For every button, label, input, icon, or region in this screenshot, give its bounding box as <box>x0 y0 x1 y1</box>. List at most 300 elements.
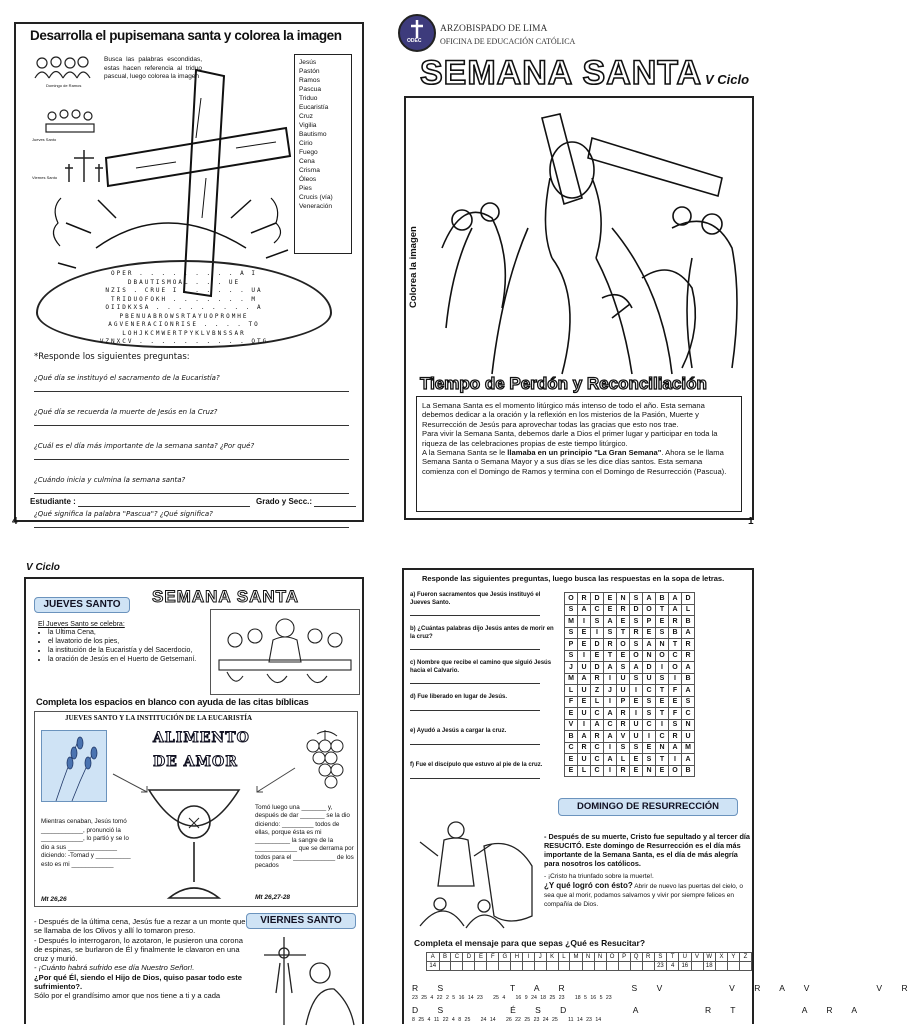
grid-cell[interactable]: U <box>630 731 643 743</box>
grid-cell[interactable]: M <box>682 742 695 754</box>
code-cell[interactable] <box>691 962 703 971</box>
list-item: • la Última Cena, <box>48 628 210 637</box>
grid-cell[interactable]: A <box>682 754 695 766</box>
grid-cell[interactable]: S <box>617 742 630 754</box>
student-name-field[interactable] <box>78 506 250 507</box>
question-text: b) ¿Cuántas palabras dijo Jesús antes de morir en la cruz? <box>410 626 554 640</box>
grid-cell[interactable]: E <box>656 616 669 628</box>
grid-cell[interactable]: D <box>643 662 656 674</box>
grid-cell[interactable]: E <box>630 696 643 708</box>
grid-cell[interactable]: C <box>669 650 682 662</box>
alphabet-cell: N <box>582 953 594 962</box>
grid-cell[interactable]: I <box>643 731 656 743</box>
grid-cell[interactable]: B <box>669 627 682 639</box>
grid-cell[interactable]: S <box>604 627 617 639</box>
grid-cell[interactable]: E <box>565 765 578 777</box>
alphabet-cell: F <box>487 953 499 962</box>
panel-banner: JUEVES SANTO Y LA INSTITUCIÓN DE LA EUCARISTÍA <box>65 714 253 722</box>
grid-cell[interactable]: R <box>578 742 591 754</box>
grid-cell[interactable]: I <box>669 754 682 766</box>
alphabet-key <box>426 952 752 971</box>
wordsearch-row: LOHJKCMWERTPYKLVBNSSAR <box>122 329 246 337</box>
grid-cell[interactable]: D <box>591 593 604 605</box>
grid-cell[interactable]: C <box>591 604 604 616</box>
instruction: Completa los espacios en blanco con ayuda de las citas bíblicas <box>36 697 309 707</box>
grid-cell[interactable]: L <box>565 685 578 697</box>
main-title: SEMANA SANTA <box>420 54 703 92</box>
grid-cell[interactable]: E <box>617 616 630 628</box>
grid-cell[interactable]: N <box>656 742 669 754</box>
cycle-label: V Ciclo <box>26 562 60 573</box>
grid-cell[interactable]: R <box>578 593 591 605</box>
grid-cell[interactable]: T <box>604 650 617 662</box>
grid-cell[interactable]: V <box>617 731 630 743</box>
wordsearch-row: NZIS . CRUE I . . . . . . UA <box>105 287 263 294</box>
alphabet-cell: B <box>439 953 451 962</box>
grid-cell[interactable]: O <box>565 593 578 605</box>
list-heading: El Jueves Santo se celebra: <box>38 621 125 628</box>
question-item <box>410 694 560 728</box>
friday-text: - Después de la última cena, Jesús fue a rezar a un monte que se llamaba de los Olivos y allí lo tomaron preso. - Después lo interrogaron, lo azotaron, le pusieron una corona de espinas, se burlaron de Él y finalmente le clavaron en una cruz y murió. - ¡Cuánto habrá sufrido ese día Nuestro Señor!. ¿Por qué Él, siendo el Hijo de Dios, quiso pasar todo este sufrimiento?. Sólo por el grandísimo amor que nos tiene a ti y a cada <box>34 917 246 1001</box>
grid-cell[interactable]: I <box>604 673 617 685</box>
grid-cell[interactable]: T <box>669 639 682 651</box>
grid-row <box>565 616 695 628</box>
code-cell[interactable] <box>618 962 630 971</box>
grid-cell[interactable]: I <box>669 673 682 685</box>
grid-cell[interactable]: C <box>643 685 656 697</box>
grid-cell[interactable]: F <box>669 685 682 697</box>
answer-line[interactable] <box>34 493 349 494</box>
grid-cell[interactable]: I <box>604 742 617 754</box>
grid-cell[interactable]: N <box>643 765 656 777</box>
code-cell[interactable] <box>523 962 534 971</box>
grid-cell[interactable]: S <box>682 696 695 708</box>
grid-cell[interactable]: B <box>565 731 578 743</box>
code-row <box>427 962 752 971</box>
questions-prompt: *Responde los siguientes preguntas: <box>34 352 190 362</box>
grid-cell[interactable]: S <box>656 627 669 639</box>
question-text: ¿Qué significa la palabra "Pascua"? ¿Qué significa? <box>34 510 213 518</box>
grid-cell[interactable]: E <box>617 650 630 662</box>
grid-cell[interactable]: O <box>669 662 682 674</box>
grid-cell[interactable]: S <box>630 593 643 605</box>
grid-row <box>565 708 695 720</box>
alphabet-cell: Z <box>739 953 751 962</box>
grid-cell[interactable]: S <box>669 719 682 731</box>
message-line-2: D S É S D A R T A R A <box>412 1005 861 1015</box>
answer-line[interactable] <box>34 459 349 460</box>
grid-row <box>565 765 695 777</box>
alphabet-cell: E <box>475 953 487 962</box>
grid-cell[interactable]: A <box>682 685 695 697</box>
code-cell[interactable] <box>594 962 606 971</box>
grid-cell[interactable]: A <box>578 604 591 616</box>
grid-cell[interactable]: S <box>643 708 656 720</box>
grid-cell[interactable]: E <box>643 742 656 754</box>
grid-row <box>565 685 695 697</box>
grid-cell[interactable]: N <box>682 719 695 731</box>
word-item: Crisma <box>299 167 320 174</box>
grid-cell[interactable]: S <box>656 673 669 685</box>
grid-cell[interactable]: E <box>656 696 669 708</box>
message-nums-2: 8 25 4 11 22 4 8 25 24 14 26 22 25 23 24 25 11 14 23 14 <box>412 1017 602 1023</box>
grid-cell[interactable]: O <box>617 639 630 651</box>
grid-cell[interactable]: S <box>630 639 643 651</box>
word-item: Óleos <box>299 176 317 183</box>
grid-cell[interactable]: E <box>578 639 591 651</box>
jesus-carrying-cross-illustration <box>432 108 748 374</box>
answer-line[interactable] <box>34 527 349 528</box>
grid-cell[interactable]: U <box>617 685 630 697</box>
wheat-illustration <box>41 730 107 802</box>
grid-cell[interactable]: A <box>578 673 591 685</box>
answer-line[interactable] <box>410 615 540 616</box>
alphabet-cell: K <box>546 953 558 962</box>
grid-cell[interactable]: I <box>656 662 669 674</box>
grid-cell[interactable]: C <box>656 731 669 743</box>
grid-cell[interactable]: J <box>565 662 578 674</box>
grid-cell[interactable]: S <box>617 662 630 674</box>
code-cell[interactable] <box>475 962 487 971</box>
grid-cell[interactable]: M <box>565 673 578 685</box>
answer-line[interactable] <box>410 649 540 650</box>
grid-cell[interactable]: A <box>669 593 682 605</box>
grid-cell[interactable]: E <box>643 627 656 639</box>
code-cell[interactable] <box>739 962 751 971</box>
intro-text-box <box>416 396 742 512</box>
list-item: • la oración de Jesús en el Huerto de Getsemaní. <box>48 655 210 664</box>
grid-cell[interactable]: U <box>682 731 695 743</box>
grid-cell[interactable]: O <box>630 650 643 662</box>
grid-cell[interactable]: D <box>682 593 695 605</box>
grade-field[interactable] <box>314 506 356 507</box>
wordsearch-hill <box>36 260 332 348</box>
grid-cell[interactable]: T <box>656 604 669 616</box>
arrow-left <box>111 772 151 801</box>
word-item: Vigilia <box>299 122 317 129</box>
answer-line[interactable] <box>410 710 540 711</box>
grid-cell[interactable]: I <box>578 616 591 628</box>
grade-label: Grado y Secc.: <box>256 497 313 506</box>
grid-cell[interactable]: E <box>604 604 617 616</box>
thursday-celebrations <box>38 621 210 664</box>
grid-cell[interactable]: I <box>591 627 604 639</box>
grid-cell[interactable]: R <box>591 731 604 743</box>
grid-cell[interactable]: R <box>669 616 682 628</box>
code-cell[interactable] <box>463 962 475 971</box>
question-text: e) Ayudó a Jesús a cargar la cruz. <box>410 728 507 734</box>
grid-cell[interactable]: D <box>630 604 643 616</box>
grid-cell[interactable]: C <box>591 708 604 720</box>
grid-cell[interactable]: N <box>656 639 669 651</box>
wordsearch-row: AGVENERACIONRISE . . . . TO <box>108 321 260 328</box>
answer-line[interactable] <box>410 683 540 684</box>
wordsearch-row: TRIDUOFOKH . . . . . . . M <box>111 295 257 303</box>
grid-cell[interactable]: T <box>617 627 630 639</box>
grid-cell[interactable]: A <box>682 662 695 674</box>
word-item: Cena <box>299 158 315 165</box>
grid-cell[interactable]: F <box>669 708 682 720</box>
alphabet-cell: P <box>618 953 630 962</box>
paragraph: Para vivir la Semana Santa, debemos darle a Dios el primer lugar y participar en toda la riqueza de las celebraciones propias de este tiempo litúrgico. <box>422 429 718 448</box>
alphabet-cell: S <box>654 953 667 962</box>
alphabet-cell: D <box>463 953 475 962</box>
code-cell[interactable] <box>630 962 642 971</box>
grid-cell[interactable]: T <box>656 685 669 697</box>
grid-cell[interactable]: S <box>565 627 578 639</box>
grid-cell[interactable]: A <box>643 593 656 605</box>
wordsearch-row: PBENUABROWSRTAYUOPROMHE <box>119 312 249 320</box>
grid-cell[interactable]: A <box>630 662 643 674</box>
day-label: Jueves Santo <box>32 137 57 142</box>
grid-cell[interactable]: A <box>643 639 656 651</box>
code-cell[interactable] <box>570 962 582 971</box>
grid-cell[interactable]: B <box>682 765 695 777</box>
grid-cell[interactable]: I <box>630 708 643 720</box>
grid-cell[interactable]: L <box>578 765 591 777</box>
question-item <box>410 728 560 762</box>
grid-cell[interactable]: P <box>643 616 656 628</box>
code-cell[interactable] <box>499 962 511 971</box>
alphabet-cell: M <box>570 953 582 962</box>
word-item: Ramos <box>299 77 320 84</box>
grid-cell[interactable]: I <box>656 719 669 731</box>
grid-cell[interactable]: E <box>604 593 617 605</box>
grid-row <box>565 650 695 662</box>
code-cell[interactable]: 16 <box>679 962 692 971</box>
grid-cell[interactable]: U <box>630 719 643 731</box>
grid-cell[interactable]: E <box>565 754 578 766</box>
grid-cell[interactable]: A <box>604 616 617 628</box>
code-cell[interactable] <box>451 962 463 971</box>
grid-cell[interactable]: E <box>578 627 591 639</box>
grid-cell[interactable]: A <box>604 754 617 766</box>
grid-cell[interactable]: S <box>643 696 656 708</box>
grid-cell[interactable]: S <box>565 604 578 616</box>
code-cell[interactable]: 18 <box>703 962 716 971</box>
question-list <box>34 367 354 537</box>
grid-cell[interactable]: A <box>669 742 682 754</box>
grid-cell[interactable]: M <box>565 616 578 628</box>
alphabet-cell: R <box>642 953 654 962</box>
grid-cell[interactable]: E <box>669 696 682 708</box>
word-item: Fuego <box>299 149 318 156</box>
grid-cell[interactable]: E <box>591 650 604 662</box>
grid-cell[interactable]: A <box>591 719 604 731</box>
grid-cell[interactable]: O <box>643 604 656 616</box>
grid-cell[interactable]: E <box>656 765 669 777</box>
code-cell[interactable] <box>534 962 546 971</box>
grid-cell[interactable]: C <box>591 765 604 777</box>
grid-cell[interactable]: C <box>604 719 617 731</box>
grid-row <box>565 662 695 674</box>
grid-cell[interactable]: S <box>630 673 643 685</box>
grid-row <box>565 673 695 685</box>
grid-cell[interactable]: J <box>604 685 617 697</box>
grapes-illustration <box>297 728 353 798</box>
grid-cell[interactable]: V <box>565 719 578 731</box>
grid-cell[interactable]: N <box>617 593 630 605</box>
grid-cell[interactable]: C <box>565 742 578 754</box>
grid-cell[interactable]: A <box>604 731 617 743</box>
grid-cell[interactable]: S <box>643 754 656 766</box>
code-cell[interactable] <box>727 962 739 971</box>
grid-cell[interactable]: U <box>617 673 630 685</box>
side-label: Colorea la imagen <box>408 226 419 308</box>
answer-line[interactable] <box>34 425 349 426</box>
answer-line[interactable] <box>410 744 540 745</box>
alphabet-cell: Ñ <box>594 953 606 962</box>
grid-cell[interactable]: P <box>617 696 630 708</box>
code-cell[interactable]: 23 <box>654 962 667 971</box>
alphabet-cell: T <box>667 953 679 962</box>
tag-viernes-santo: VIERNES SANTO <box>246 913 356 929</box>
question-item <box>410 762 560 796</box>
grid-cell[interactable]: I <box>630 685 643 697</box>
grid-cell[interactable]: U <box>643 673 656 685</box>
code-cell[interactable] <box>511 962 523 971</box>
code-cell[interactable] <box>716 962 728 971</box>
grid-cell[interactable]: R <box>669 731 682 743</box>
grid-cell[interactable]: U <box>578 685 591 697</box>
message-nums-1: 23 25 4 22 2 5 16 14 23 25 4 16 9 24 18 25 23 18 5 16 5 23 <box>412 995 612 1001</box>
code-cell[interactable] <box>546 962 558 971</box>
code-cell[interactable] <box>439 962 451 971</box>
grid-cell[interactable]: R <box>682 650 695 662</box>
code-cell[interactable] <box>487 962 499 971</box>
alphabet-cell: X <box>716 953 728 962</box>
grid-cell[interactable]: S <box>565 650 578 662</box>
grid-cell[interactable]: O <box>656 650 669 662</box>
grid-cell[interactable]: B <box>656 593 669 605</box>
word-item: Pies <box>299 185 312 192</box>
wordsearch-row: OIIDKXSA . . . . . . . . . A <box>105 304 263 311</box>
grid-cell[interactable]: L <box>591 696 604 708</box>
grid-cell[interactable]: D <box>591 639 604 651</box>
grid-cell[interactable]: I <box>604 765 617 777</box>
grid-cell[interactable]: F <box>565 696 578 708</box>
crucifix-illustration <box>254 933 358 1025</box>
grid-cell[interactable]: S <box>630 742 643 754</box>
grid-cell[interactable]: A <box>578 731 591 743</box>
left-fill-text: Mientras cenaban, Jesús tomó ____________, pronunció la ____________, lo partió y se lo dio a sus ______________ diciendo: -Tomad y __________ esto es mi ____________ <box>41 818 131 868</box>
word-item: Jesús <box>299 59 317 66</box>
grid-cell[interactable]: A <box>669 604 682 616</box>
grid-cell[interactable]: R <box>617 708 630 720</box>
wordsearch-row: DBAUTISMOAL . . . UE <box>127 278 241 286</box>
grid-cell[interactable]: U <box>578 662 591 674</box>
alphabet-cell: U <box>679 953 692 962</box>
day-label: Viernes Santo <box>32 175 58 180</box>
grid-cell[interactable]: I <box>604 696 617 708</box>
grid-cell[interactable]: E <box>578 696 591 708</box>
grid-cell[interactable]: A <box>604 662 617 674</box>
code-cell[interactable]: 14 <box>427 962 440 971</box>
worksheet-page-2 <box>404 96 754 520</box>
grid-cell[interactable]: A <box>604 708 617 720</box>
grid-cell[interactable]: R <box>591 673 604 685</box>
question-text: c) Nombre que recibe el camino que siguió Jesús hacia el Calvario. <box>410 660 552 674</box>
grid-cell[interactable]: C <box>591 754 604 766</box>
grid-cell[interactable]: L <box>617 754 630 766</box>
grid-cell[interactable]: P <box>565 639 578 651</box>
grid-cell[interactable]: E <box>565 708 578 720</box>
grid-cell[interactable]: I <box>578 719 591 731</box>
code-cell[interactable] <box>558 962 570 971</box>
list-item: • la institución de la Eucaristía y del Sacerdocio, <box>48 646 210 655</box>
org-office: OFICINA DE EDUCACIÓN CATÓLICA <box>440 37 576 46</box>
worksheet-page-3 <box>24 577 364 1024</box>
page-number: 1 <box>748 516 754 527</box>
code-cell[interactable] <box>606 962 618 971</box>
grid-cell[interactable]: A <box>682 627 695 639</box>
cross-illustration <box>36 58 296 288</box>
center-title-2: DE AMOR <box>153 754 238 770</box>
worksheet-page-1 <box>14 22 364 522</box>
grid-cell[interactable]: T <box>656 754 669 766</box>
grid-cell[interactable]: Z <box>591 685 604 697</box>
grid-cell[interactable]: R <box>617 765 630 777</box>
grid-cell[interactable]: U <box>578 754 591 766</box>
org-name: ARZOBISPADO DE LIMA <box>440 24 548 34</box>
grid-cell[interactable]: C <box>643 719 656 731</box>
question-text: ¿Qué día se recuerda la muerte de Jesús en la Cruz? <box>34 408 218 416</box>
question-text: ¿Cuándo inicia y culmina la semana santa? <box>34 476 186 484</box>
grid-cell[interactable]: R <box>617 604 630 616</box>
word-item: Veneración <box>299 203 332 210</box>
alphabet-cell: Y <box>727 953 739 962</box>
cycle-label: V Ciclo <box>705 72 750 87</box>
right-citation: Mt 26,27-28 <box>255 894 291 901</box>
code-cell[interactable]: 4 <box>667 962 679 971</box>
grid-cell[interactable]: L <box>682 604 695 616</box>
grid-cell[interactable]: B <box>682 616 695 628</box>
grid-cell[interactable]: U <box>578 708 591 720</box>
grid-cell[interactable]: E <box>630 765 643 777</box>
code-cell[interactable] <box>582 962 594 971</box>
grid-cell[interactable]: E <box>630 754 643 766</box>
sunday-text: - Después de su muerte, Cristo fue sepultado y al tercer día RESUCITÓ. Este domingo de Resurrección es el día más importante de la Semana Santa, es el día de más alegría para nosotros los católicos. - ¡Cristo ha triunfado sobre la muerte!. ¿Y qué logró con ésto? Abrir de nuevo las puertas del cielo, o sea que al morir, podamos salvarnos y vivir por siempre felices en compañía de Dios. <box>544 832 750 908</box>
question-text: d) Fue liberado en lugar de Jesús. <box>410 694 508 700</box>
alphabet-cell: O <box>606 953 618 962</box>
subtitle: Tiempo de Perdón y Reconciliación <box>420 374 707 393</box>
grid-cell[interactable]: C <box>682 708 695 720</box>
grid-cell[interactable]: S <box>591 616 604 628</box>
grid-cell[interactable]: R <box>617 719 630 731</box>
grid-cell[interactable]: S <box>630 616 643 628</box>
alphabet-cell: W <box>703 953 716 962</box>
wordsearch-row: VZNXCV . . . . . . . . . . OTG <box>99 338 269 345</box>
code-cell[interactable] <box>642 962 654 971</box>
grid-cell[interactable]: R <box>604 639 617 651</box>
answer-line[interactable] <box>34 391 349 392</box>
answer-line[interactable] <box>410 778 540 779</box>
grid-cell[interactable]: C <box>591 742 604 754</box>
grid-cell[interactable]: D <box>591 662 604 674</box>
grid-cell[interactable]: B <box>682 673 695 685</box>
grid-cell[interactable]: R <box>682 639 695 651</box>
tag-domingo-resurreccion: DOMINGO DE RESURRECCIÓN <box>558 798 738 816</box>
grid-cell[interactable]: I <box>578 650 591 662</box>
grid-cell[interactable]: T <box>656 708 669 720</box>
grid-cell[interactable]: N <box>643 650 656 662</box>
question-item <box>34 367 354 392</box>
grid-cell[interactable]: R <box>630 627 643 639</box>
center-title-1: ALIMENTO <box>153 730 250 746</box>
grid-cell[interactable]: O <box>669 765 682 777</box>
word-item: Pascua <box>299 86 321 93</box>
tag-jueves-santo: JUEVES SANTO <box>34 597 130 613</box>
